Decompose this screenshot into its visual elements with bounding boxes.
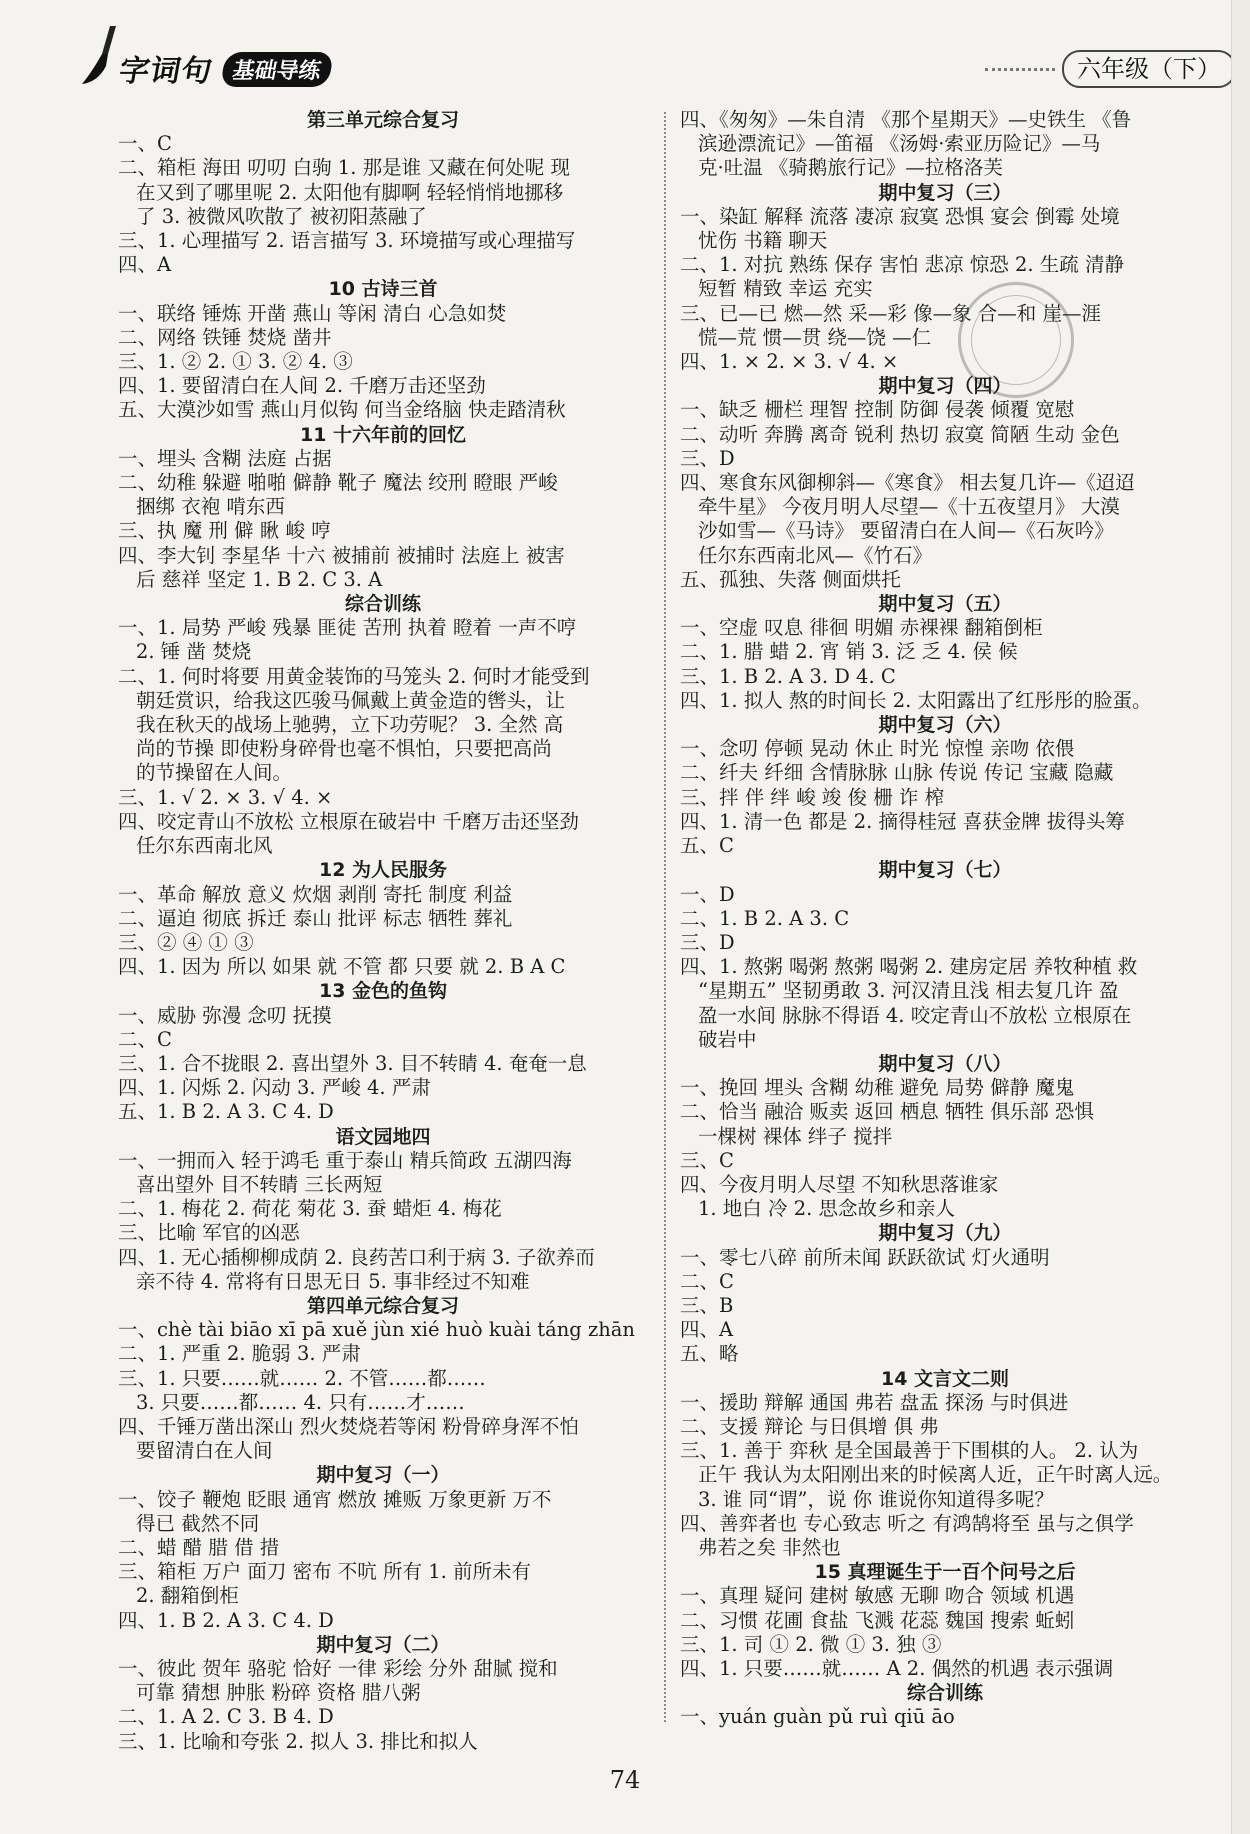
section-heading: 综合训练 <box>906 1682 983 1705</box>
answer-line: 一、空虚 叹息 徘徊 明媚 赤裸裸 翻箱倒柜 <box>680 616 1043 640</box>
answer-line: 三、1. B 2. A 3. D 4. C <box>680 664 896 688</box>
answer-line: 三、拌 伴 绊 峻 竣 俊 栅 诈 榨 <box>680 785 945 809</box>
answer-line: 一、联络 锤炼 开凿 燕山 等闲 清白 心急如焚 <box>118 301 507 325</box>
answer-line: 四、1. 只要……就…… A 2. 偶然的机遇 表示强调 <box>680 1657 1114 1680</box>
answer-line: 二、1. 何时将要 用黄金装饰的马笼头 2. 何时才能受到 <box>118 664 590 688</box>
answer-line: 四、1. 熬粥 喝粥 熬粥 喝粥 2. 建房定居 养牧种植 救 <box>680 955 1138 979</box>
section-heading: 期中复习（一） <box>316 1464 450 1487</box>
answer-line: 四、1. 无心插柳柳成荫 2. 良药苦口利于病 3. 子欲养而 <box>118 1245 595 1269</box>
answer-line: 三、B <box>680 1293 734 1317</box>
grade-label: 六年级（下） <box>1062 50 1236 88</box>
answer-line: 四、1. 拟人 熬的时间长 2. 太阳露出了红彤彤的脸蛋。 <box>680 688 1152 712</box>
answer-line: “星期五” 坚韧勇敢 3. 河汉清且浅 相去复几许 盈 <box>698 979 1119 1003</box>
header-dotted-line <box>985 68 1055 71</box>
answer-line: 3. 只要……都…… 4. 只有……才…… <box>136 1390 465 1414</box>
answer-line: 破岩中 <box>698 1027 757 1051</box>
answer-line: 一、yuán guàn pǔ ruì qiū āo <box>680 1705 955 1729</box>
answer-line: 三、1. 只要……就…… 2. 不管……都…… <box>118 1366 486 1390</box>
answer-line: 一、挽回 埋头 含糊 幼稚 避免 局势 僻静 魔鬼 <box>680 1076 1075 1100</box>
section-heading: 13 金色的鱼钩 <box>318 980 448 1003</box>
answer-line: 四、善弈者也 专心致志 听之 有鸿鹄将至 虽与之俱学 <box>680 1511 1134 1535</box>
answer-line: 后 慈祥 坚定 1. B 2. C 3. A <box>136 567 383 591</box>
section-heading: 10 古诗三首 <box>328 278 438 301</box>
answer-line: 三、比喻 军官的凶恶 <box>118 1221 300 1245</box>
answer-line: 四、《匆匆》—朱自清 《那个星期天》—史铁生 《鲁 <box>680 108 1132 131</box>
answer-line: 二、逼迫 彻底 拆迁 泰山 批评 标志 牺牲 葬礼 <box>118 906 513 930</box>
answer-line: 一、染缸 解释 流落 凄凉 寂寞 恐惧 宴会 倒霉 处境 <box>680 204 1120 228</box>
answer-line: 四、1. 清一色 都是 2. 摘得桂冠 喜获金牌 拔得头筹 <box>680 809 1125 833</box>
answer-line: 任尔东西南北风—《竹石》 <box>698 543 933 567</box>
answer-line: 尚的节操 即使粉身碎骨也毫不惧怕，只要把高尚 <box>136 737 552 761</box>
answer-line: 二、恰当 融洽 贩卖 返回 栖息 牺牲 俱乐部 恐惧 <box>680 1100 1094 1124</box>
answer-line: 二、1. B 2. A 3. C <box>680 906 850 930</box>
answer-line: 四、寒食东风御柳斜—《寒食》 相去复几许—《迢迢 <box>680 471 1135 495</box>
section-heading: 期中复习（五） <box>878 593 1012 616</box>
answer-line: 二、纤夫 纤细 含情脉脉 山脉 传说 传记 宝藏 隐藏 <box>680 761 1114 785</box>
answer-line: 二、1. 对抗 熟练 保存 害怕 悲凉 惊恐 2. 生疏 清静 <box>680 253 1124 277</box>
answer-line: 一、chè tài biāo xī pā xuě jùn xié huò kuài táng zhān <box>118 1318 635 1342</box>
answer-line: 亲不待 4. 常将有日思无日 5. 事非经过不知难 <box>136 1269 530 1293</box>
answer-line: 2. 翻箱倒柜 <box>136 1584 239 1608</box>
section-heading: 第三单元综合复习 <box>306 109 459 131</box>
section-heading: 12 为人民服务 <box>318 859 448 882</box>
answer-line: 四、A <box>118 253 172 277</box>
answer-line: 一、缺乏 栅栏 理智 控制 防御 侵袭 倾覆 宽慰 <box>680 398 1075 422</box>
answer-line: 三、1. 善于 弈秋 是全国最善于下围棋的人。 2. 认为 <box>680 1439 1139 1463</box>
section-heading: 第四单元综合复习 <box>306 1294 459 1317</box>
answer-line: 二、习惯 花圃 食盐 飞溅 花蕊 魏国 搜索 蚯蚓 <box>680 1608 1075 1632</box>
answer-line: 三、1. 心理描写 2. 语言描写 3. 环境描写或心理描写 <box>118 229 576 253</box>
answer-line: 三、1. 比喻和夸张 2. 拟人 3. 排比和拟人 <box>118 1729 478 1753</box>
answer-line: 二、蜡 醋 腊 借 措 <box>118 1535 280 1559</box>
answer-line: 一棵树 裸体 绊子 搅拌 <box>698 1124 893 1148</box>
answer-line: 滨逊漂流记》—笛福 《汤姆·索亚历险记》—马 <box>698 132 1101 156</box>
section-heading: 期中复习（三） <box>878 181 1012 204</box>
section-heading: 期中复习（八） <box>878 1052 1012 1075</box>
answer-line: 二、箱柜 海田 叨叨 白驹 1. 那是谁 又藏在何处呢 现 <box>118 156 570 180</box>
answer-line: 二、幼稚 躲避 啪啪 僻静 靴子 魔法 绞刑 瞪眼 严峻 <box>118 471 558 495</box>
answer-line: 捆绑 衣袍 啃东西 <box>136 495 285 519</box>
answer-line: 慌—荒 惯—贯 绕—饶 —仁 <box>698 325 932 349</box>
answer-line: 三、1. 合不拢眼 2. 喜出望外 3. 目不转睛 4. 奄奄一息 <box>118 1051 587 1075</box>
answer-line: 一、念叨 停顿 晃动 休止 时光 惊惶 亲吻 依偎 <box>680 737 1075 761</box>
answer-line: 一、革命 解放 意义 炊烟 剥削 寄托 制度 利益 <box>118 882 513 906</box>
answer-line: 一、威胁 弥漫 念叨 抚摸 <box>118 1003 332 1027</box>
section-heading: 期中复习（七） <box>878 859 1012 882</box>
answer-line: 1. 地白 冷 2. 思念故乡和亲人 <box>698 1197 956 1221</box>
section-heading: 期中复习（六） <box>878 714 1012 737</box>
answer-line: 四、1. 因为 所以 如果 就 不管 都 只要 就 2. B A C <box>118 955 566 979</box>
answer-line: 了 3. 被微风吹散了 被初阳蒸融了 <box>136 204 427 228</box>
answer-line: 五、大漠沙如雪 燕山月似钩 何当金络脑 快走踏清秋 <box>118 398 566 422</box>
answer-line: 三、D <box>680 446 735 470</box>
page-edge <box>1231 0 1250 1834</box>
left-answer-column <box>118 108 648 1754</box>
brand-badge: 基础导练 <box>220 52 334 87</box>
answer-line: 四、A <box>680 1318 734 1342</box>
section-heading: 期中复习（四） <box>878 375 1012 398</box>
answer-line: 五、孤独、失落 侧面烘托 <box>680 567 901 591</box>
answer-line: 三、箱柜 万户 面刀 密布 不吭 所有 1. 前所未有 <box>118 1560 531 1584</box>
section-heading: 期中复习（九） <box>878 1222 1012 1245</box>
answer-line: 二、1. A 2. C 3. B 4. D <box>118 1705 334 1729</box>
answer-line: 一、埋头 含糊 法庭 占据 <box>118 446 332 470</box>
answer-line: 五、略 <box>680 1342 739 1366</box>
answer-line: 二、1. 腊 蜡 2. 宵 销 3. 泛 乏 4. 侯 候 <box>680 640 1018 664</box>
answer-line: 喜出望外 目不转睛 三长两短 <box>136 1172 383 1196</box>
answer-line: 三、1. 司 ① 2. 微 ① 3. 独 ③ <box>680 1632 942 1656</box>
answer-line: 任尔东西南北风 <box>136 834 273 858</box>
answer-line: 盈一水间 脉脉不得语 4. 咬定青山不放松 立根原在 <box>698 1003 1132 1027</box>
section-heading: 14 文言文二则 <box>880 1367 1010 1390</box>
answer-line: 三、D <box>680 930 735 954</box>
answer-line: 四、千锤万凿出深山 烈火焚烧若等闲 粉骨碎身浑不怕 <box>118 1414 579 1438</box>
answer-line: 五、C <box>680 834 734 858</box>
answer-line: 一、1. 局势 严峻 残暴 匪徒 苦刑 执着 瞪着 一声不哼 <box>118 616 577 640</box>
right-answer-column <box>680 108 1210 1730</box>
answer-line: 要留清白在人间 <box>136 1439 273 1463</box>
section-heading: 期中复习（二） <box>316 1633 450 1656</box>
answer-line: 正午 我认为太阳刚出来的时候离人近，正午时离人远。 <box>698 1463 1173 1487</box>
answer-line: 可靠 猜想 肿胀 粉碎 资格 腊八粥 <box>136 1681 421 1705</box>
section-heading: 综合训练 <box>344 593 421 616</box>
answer-line: 牵牛星》 今夜月明人尽望—《十五夜望月》 大漠 <box>698 495 1120 519</box>
answer-line: 四、1. 闪烁 2. 闪动 3. 严峻 4. 严肃 <box>118 1076 431 1100</box>
section-heading: 11 十六年前的回忆 <box>299 423 467 446</box>
answer-line: 三、1. √ 2. × 3. √ 4. × <box>118 785 333 809</box>
answer-line: 在又到了哪里呢 2. 太阳他有脚啊 轻轻悄悄地挪移 <box>136 180 564 204</box>
page-header <box>0 0 1250 100</box>
answer-line: 一、C <box>118 132 172 156</box>
answer-line: 四、今夜月明人尽望 不知秋思落谁家 <box>680 1172 999 1196</box>
answer-line: 二、C <box>118 1027 172 1051</box>
column-divider <box>664 112 666 1722</box>
answer-line: 忧伤 书籍 聊天 <box>698 229 828 253</box>
answer-line: 二、支援 辩论 与日俱增 俱 弗 <box>680 1414 939 1438</box>
answer-line: 二、1. 梅花 2. 荷花 菊花 3. 蚕 蜡炬 4. 梅花 <box>118 1197 502 1221</box>
answer-line: 三、已—已 燃—然 采—彩 像—象 合—和 崖—涯 <box>680 301 1101 325</box>
answer-line: 的节操留在人间。 <box>136 761 293 785</box>
section-heading: 15 真理诞生于一百个问号之后 <box>814 1561 1076 1584</box>
answer-line: 二、动听 奔腾 离奇 锐利 热切 寂寞 简陋 生动 金色 <box>680 422 1120 446</box>
answer-line: 一、援助 辩解 通国 弗若 盘盂 探汤 与时俱进 <box>680 1390 1069 1414</box>
answer-line: 二、C <box>680 1269 734 1293</box>
answer-line: 一、零七八碎 前所未闻 跃跃欲试 灯火通明 <box>680 1245 1050 1269</box>
answer-line: 3. 谁 同“谓”，说 你 谁说你知道得多呢？ <box>698 1487 1054 1511</box>
answer-line: 2. 锤 凿 焚烧 <box>136 640 252 664</box>
answer-line: 沙如雪—《马诗》 要留清白在人间—《石灰吟》 <box>698 519 1114 543</box>
answer-line: 三、1. ② 2. ① 3. ② 4. ③ <box>118 350 353 374</box>
answer-line: 得已 截然不同 <box>136 1511 260 1535</box>
answer-line: 弗若之矣 非然也 <box>698 1535 841 1559</box>
answer-line: 三、② ④ ① ③ <box>118 930 254 954</box>
answer-line: 四、1. B 2. A 3. C 4. D <box>118 1608 334 1632</box>
answer-line: 三、C <box>680 1148 734 1172</box>
answer-line: 一、一拥而入 轻于鸿毛 重于泰山 精兵简政 五湖四海 <box>118 1148 572 1172</box>
answer-line: 克·吐温 《骑鹅旅行记》—拉格洛芙 <box>698 156 1003 180</box>
answer-line: 二、网络 铁锤 焚烧 凿井 <box>118 325 332 349</box>
answer-line: 二、1. 严重 2. 脆弱 3. 严肃 <box>118 1342 361 1366</box>
answer-line: 一、彼此 贺年 骆驼 恰好 一律 彩绘 分外 甜腻 搅和 <box>118 1657 558 1680</box>
answer-line: 朝廷赏识，给我这匹骏马佩戴上黄金造的辔头，让 <box>136 688 566 712</box>
page-number: 74 <box>609 1766 641 1794</box>
answer-line: 四、咬定青山不放松 立根原在破岩中 千磨万击还坚劲 <box>118 809 579 833</box>
section-heading: 语文园地四 <box>335 1125 431 1148</box>
answer-line: 短暂 精致 幸运 充实 <box>698 277 873 301</box>
answer-line: 一、饺子 鞭炮 眨眼 通宵 燃放 摊贩 万象更新 万不 <box>118 1487 552 1511</box>
answer-line: 四、李大钊 李星华 十六 被捕前 被捕时 法庭上 被害 <box>118 543 565 567</box>
answer-line: 一、D <box>680 882 735 906</box>
answer-line: 四、1. × 2. × 3. √ 4. × <box>680 350 899 374</box>
answer-line: 我在秋天的战场上驰骋，立下功劳呢？ 3. 全然 高 <box>136 713 564 737</box>
answer-line: 三、执 魔 刑 僻 瞅 峻 哼 <box>118 519 331 543</box>
brand-title: 字词句 <box>116 54 216 89</box>
answer-line: 五、1. B 2. A 3. C 4. D <box>118 1100 334 1124</box>
answer-line: 四、1. 要留清白在人间 2. 千磨万击还坚劲 <box>118 374 486 398</box>
brush-icon <box>78 24 120 86</box>
answer-line: 一、真理 疑问 建树 敏感 无聊 吻合 领域 机遇 <box>680 1584 1075 1608</box>
